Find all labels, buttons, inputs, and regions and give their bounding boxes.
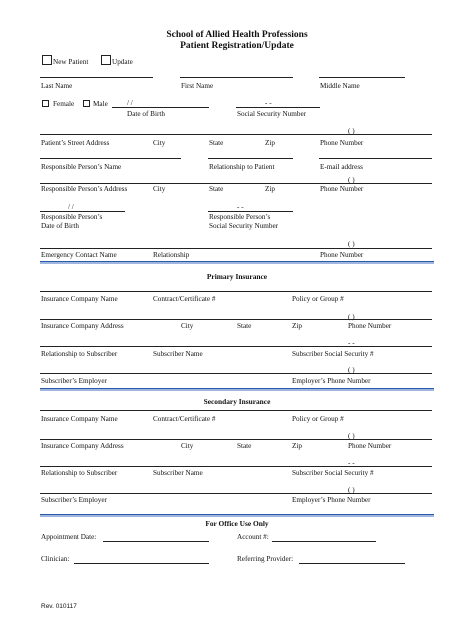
emergency-phone-label: Phone Number <box>320 251 364 259</box>
primary-ssn-dashes: - - <box>348 339 355 347</box>
primary-relationship-label: Relationship to Subscriber <box>41 350 118 358</box>
office-divider <box>40 514 434 517</box>
secondary-divider <box>40 388 434 391</box>
emergency-field[interactable] <box>40 248 432 249</box>
referring-field[interactable] <box>299 563 405 564</box>
school-title: School of Allied Health Professions <box>166 30 308 40</box>
office-use-title: For Office Use Only <box>205 519 269 528</box>
secondary-company-label: Insurance Company Name <box>41 415 118 423</box>
resp-relationship-field[interactable] <box>208 158 293 159</box>
state-label: State <box>209 139 224 147</box>
resp-name-field[interactable] <box>40 158 181 159</box>
secondary-company-field[interactable] <box>40 410 432 411</box>
dob-slashes: / / <box>127 99 133 107</box>
resp-email-label: E-mail address <box>320 163 363 171</box>
resp-dob-field[interactable] <box>40 211 125 212</box>
primary-policy-label: Policy or Group # <box>292 295 344 303</box>
ssn-dashes: - - <box>265 99 272 107</box>
clinician-field[interactable] <box>74 563 209 564</box>
resp-dob-slashes: / / <box>68 203 74 211</box>
primary-zip-label: Zip <box>292 322 302 330</box>
secondary-phone-label: Phone Number <box>348 442 392 450</box>
secondary-phone-paren: ( ) <box>348 432 355 440</box>
secondary-employer-paren: ( ) <box>348 486 355 494</box>
resp-dob-label-1: Responsible Person’s <box>41 213 103 221</box>
secondary-relationship-label: Relationship to Subscriber <box>41 469 118 477</box>
account-field[interactable] <box>272 541 376 542</box>
appointment-field[interactable] <box>103 541 209 542</box>
middle-name-field[interactable] <box>319 77 405 78</box>
secondary-sub-ssn-label: Subscriber Social Security # <box>292 469 374 477</box>
last-name-label: Last Name <box>41 82 73 90</box>
female-checkbox[interactable] <box>42 100 49 107</box>
first-name-field[interactable] <box>180 77 293 78</box>
street-address-field[interactable] <box>40 134 432 135</box>
city-label: City <box>153 139 166 147</box>
primary-insurance-title: Primary Insurance <box>206 272 268 281</box>
phone-label: Phone Number <box>320 139 364 147</box>
resp-ssn-field[interactable] <box>208 211 293 212</box>
secondary-policy-label: Policy or Group # <box>292 415 344 423</box>
account-label: Account #: <box>237 533 269 541</box>
ssn-field[interactable] <box>236 107 320 108</box>
secondary-employer-field[interactable] <box>40 493 432 494</box>
emergency-contact-label: Emergency Contact Name <box>41 251 117 259</box>
secondary-zip-label: Zip <box>292 442 302 450</box>
appointment-label: Appointment Date: <box>41 533 97 541</box>
resp-phone-paren: ( ) <box>348 176 355 184</box>
secondary-address-field[interactable] <box>40 439 432 440</box>
clinician-label: Clinician: <box>41 555 70 563</box>
phone-paren: ( ) <box>348 127 355 135</box>
resp-email-field[interactable] <box>319 158 432 159</box>
update-label: Update <box>112 58 133 66</box>
resp-ssn-label-2: Social Security Number <box>209 222 279 230</box>
secondary-state-label: State <box>237 442 252 450</box>
primary-employer-phone-label: Employer’s Phone Number <box>292 377 371 385</box>
primary-state-label: State <box>237 322 252 330</box>
middle-name-label: Middle Name <box>320 82 360 90</box>
secondary-subscriber-label: Subscriber Name <box>153 469 203 477</box>
revision-label: Rev. 010117 <box>41 603 77 610</box>
primary-subscriber-label: Subscriber Name <box>153 350 203 358</box>
new-patient-label: New Patient <box>53 58 89 66</box>
primary-sub-ssn-label: Subscriber Social Security # <box>292 350 374 358</box>
resp-city-label: City <box>153 185 166 193</box>
primary-employer-paren: ( ) <box>348 366 355 374</box>
male-label: Male <box>93 100 108 108</box>
zip-label: Zip <box>265 139 275 147</box>
primary-subscriber-field[interactable] <box>40 346 432 347</box>
female-label: Female <box>53 100 75 108</box>
resp-phone-label: Phone Number <box>320 185 364 193</box>
form-title: Patient Registration/Update <box>180 41 294 51</box>
street-label: Patient’s Street Address <box>41 139 110 147</box>
resp-address-label: Responsible Person’s Address <box>41 185 128 193</box>
emergency-relationship-label: Relationship <box>153 251 190 259</box>
primary-company-label: Insurance Company Name <box>41 295 118 303</box>
resp-relationship-label: Relationship to Patient <box>209 163 275 171</box>
secondary-contract-label: Contract/Certificate # <box>153 415 216 423</box>
primary-city-label: City <box>181 322 194 330</box>
resp-ssn-dashes: - - <box>237 203 244 211</box>
primary-address-field[interactable] <box>40 319 432 320</box>
primary-employer-field[interactable] <box>40 373 432 374</box>
primary-divider <box>40 261 434 264</box>
primary-employer-label: Subscriber’s Employer <box>41 377 107 385</box>
referring-label: Referring Provider: <box>237 555 294 563</box>
primary-company-field[interactable] <box>40 291 432 292</box>
secondary-employer-label: Subscriber’s Employer <box>41 496 107 504</box>
secondary-subscriber-field[interactable] <box>40 466 432 467</box>
primary-phone-label: Phone Number <box>348 322 392 330</box>
first-name-label: First Name <box>181 82 214 90</box>
secondary-city-label: City <box>181 442 194 450</box>
resp-address-field[interactable] <box>40 183 432 184</box>
resp-ssn-label-1: Responsible Person’s <box>209 213 271 221</box>
emergency-phone-paren: ( ) <box>348 240 355 248</box>
last-name-field[interactable] <box>40 77 153 78</box>
resp-zip-label: Zip <box>265 185 275 193</box>
primary-contract-label: Contract/Certificate # <box>153 295 216 303</box>
secondary-insurance-title: Secondary Insurance <box>203 397 271 406</box>
dob-field[interactable] <box>112 107 209 108</box>
primary-phone-paren: ( ) <box>348 313 355 321</box>
ssn-label: Social Security Number <box>237 110 307 118</box>
resp-name-label: Responsible Person’s Name <box>41 163 122 171</box>
update-checkbox[interactable] <box>101 55 111 65</box>
secondary-address-label: Insurance Company Address <box>41 442 124 450</box>
primary-address-label: Insurance Company Address <box>41 322 124 330</box>
secondary-ssn-dashes: - - <box>348 459 355 467</box>
resp-state-label: State <box>209 185 224 193</box>
secondary-employer-phone-label: Employer’s Phone Number <box>292 496 371 504</box>
resp-dob-label-2: Date of Birth <box>41 222 79 230</box>
male-checkbox[interactable] <box>83 100 90 107</box>
dob-label: Date of Birth <box>127 110 165 118</box>
new-patient-checkbox[interactable] <box>42 55 52 65</box>
